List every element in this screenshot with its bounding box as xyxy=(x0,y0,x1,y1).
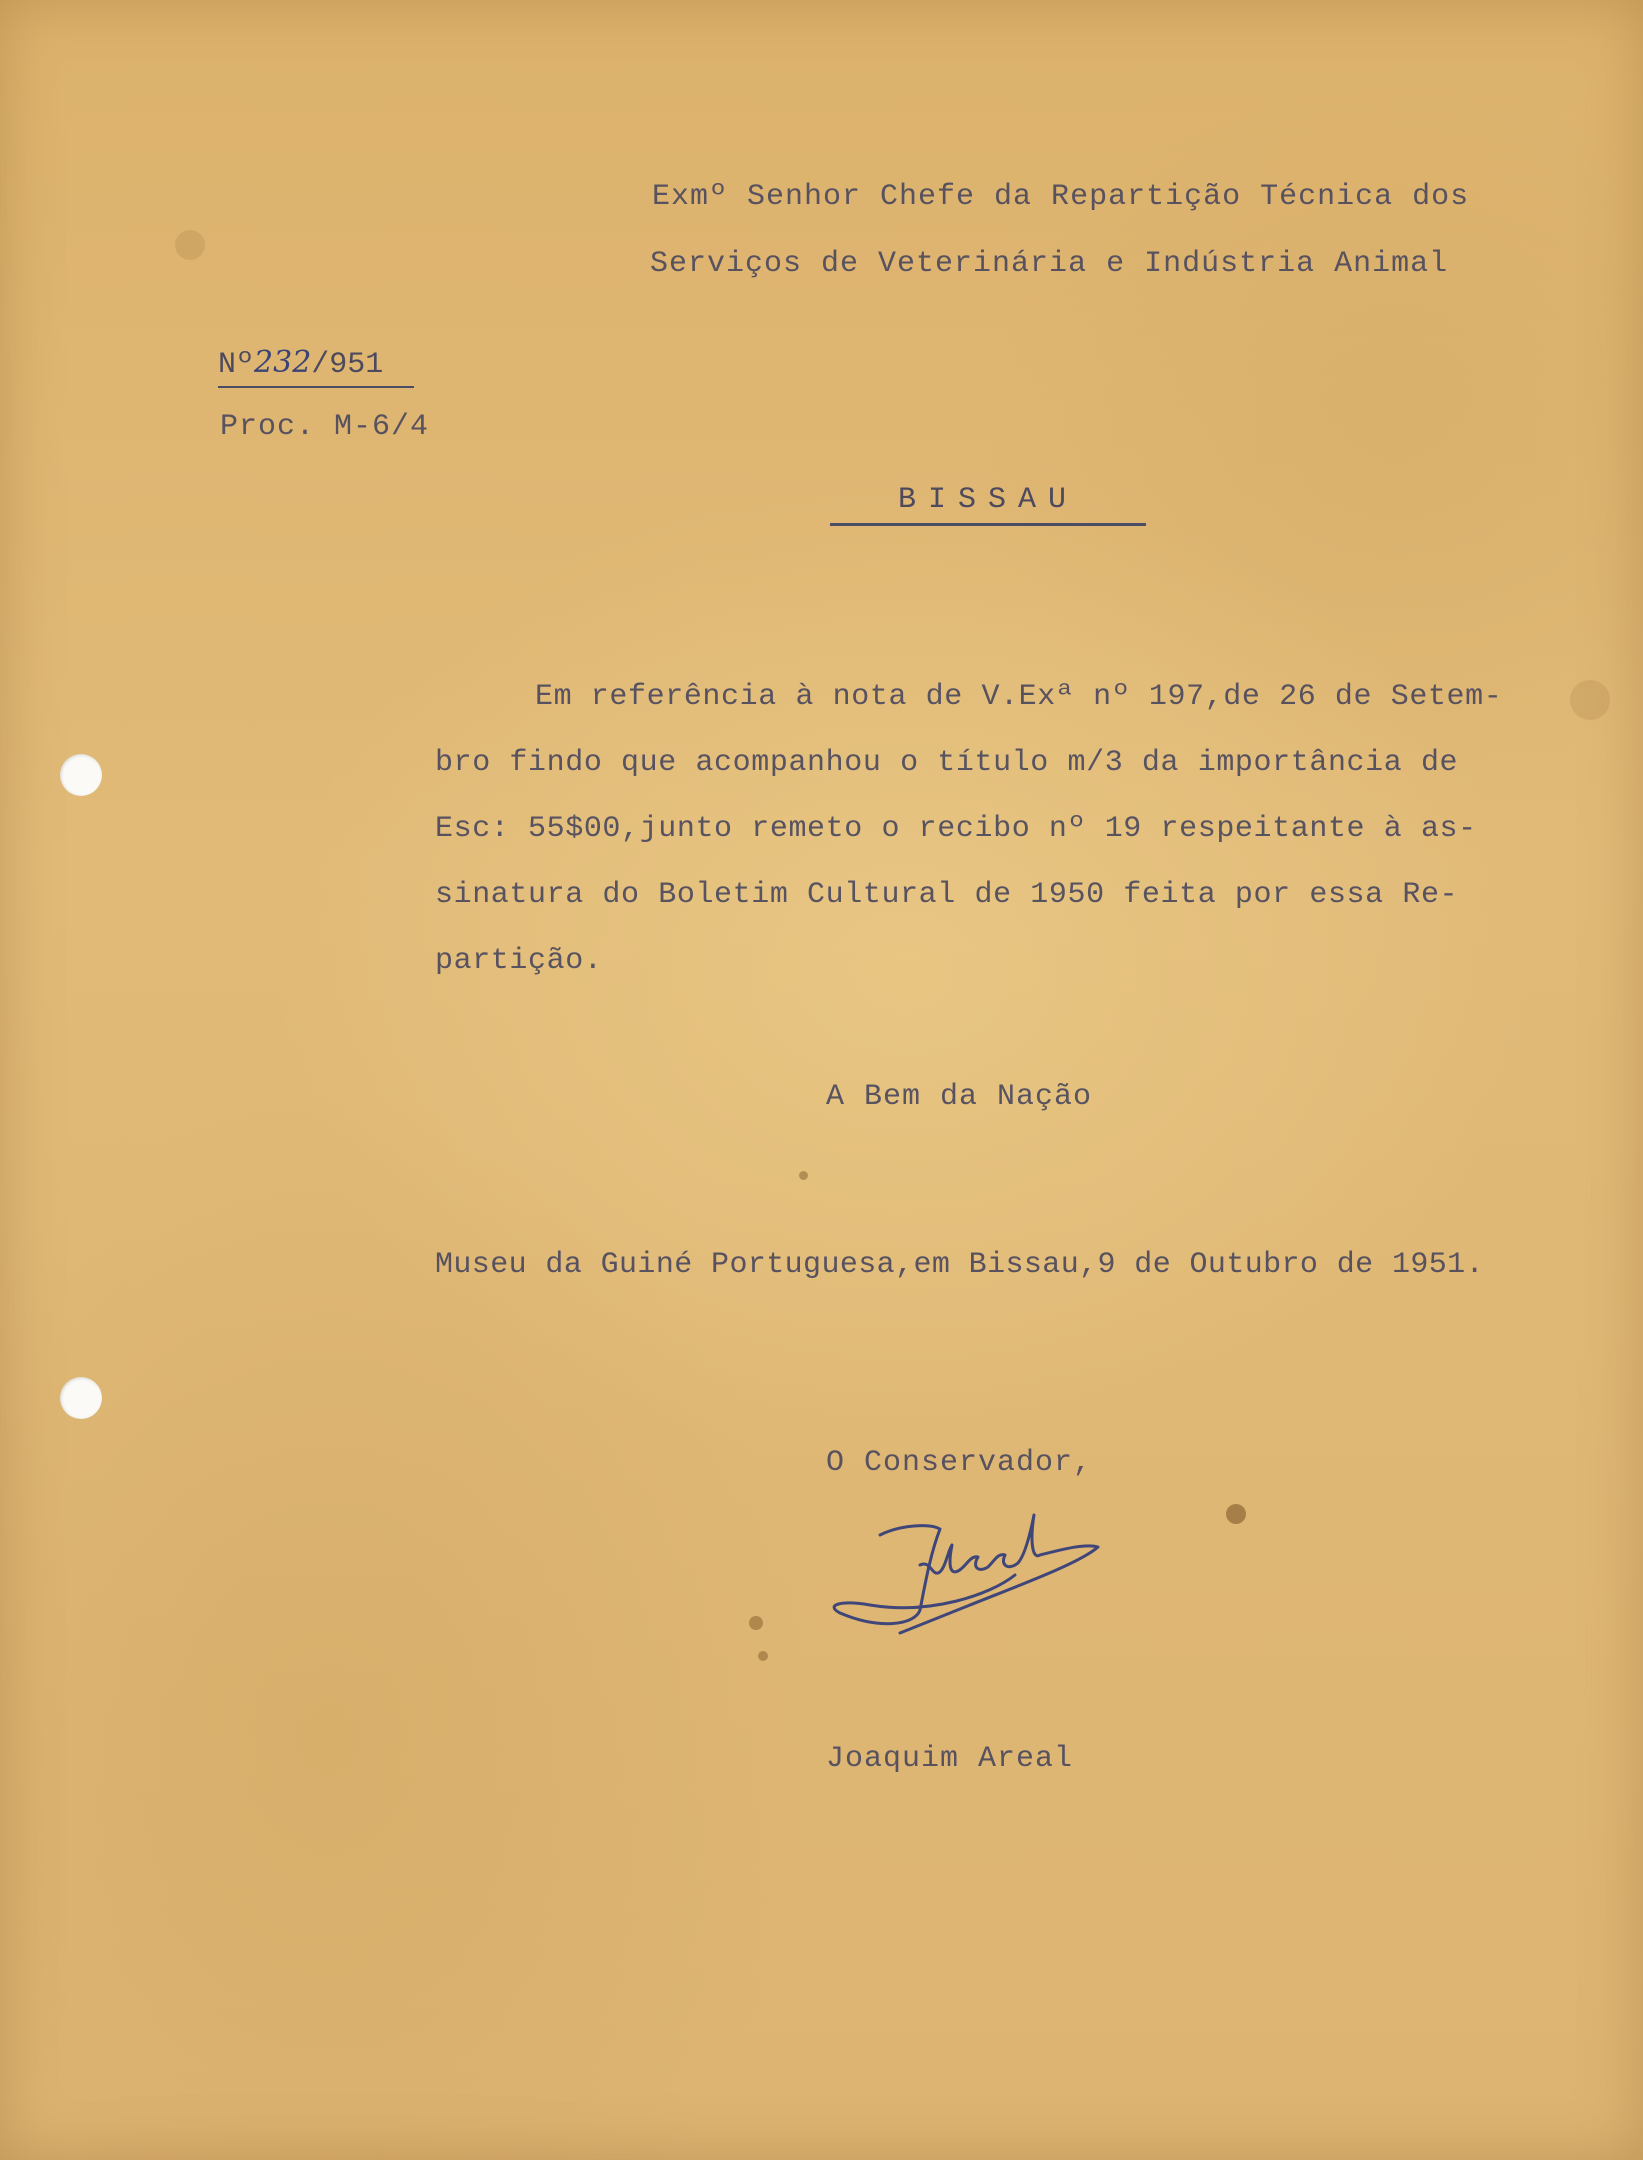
addressee-line-1: Exmº Senhor Chefe da Repartição Técnica dos xyxy=(652,180,1470,214)
body-line: Em referência à nota de V.Exª nº 197,de 26 de Setem- xyxy=(535,680,1503,714)
place-date: Museu da Guiné Portuguesa,em Bissau,9 de Outubro de 1951. xyxy=(435,1248,1484,1282)
punch-hole-top xyxy=(60,754,102,796)
body-line: bro findo que acompanhou o título m/3 da importância de xyxy=(435,746,1459,780)
handwritten-signature xyxy=(820,1505,1120,1665)
closing-salutation: A Bem da Nação xyxy=(826,1080,1093,1114)
reference-number-handwritten: 232 xyxy=(254,345,312,380)
body-line: sinatura do Boletim Cultural de 1950 feita por essa Re- xyxy=(435,878,1459,912)
body-line: Esc: 55$00,junto remeto o recibo nº 19 respeitante à as- xyxy=(435,812,1477,846)
addressee-line-2: Serviços de Veterinária e Indústria Animal xyxy=(650,247,1449,281)
stain-spot xyxy=(1226,1504,1246,1524)
punch-hole-bottom xyxy=(60,1377,102,1419)
reference-number-suffix: /951 xyxy=(311,348,384,382)
body-line: partição. xyxy=(435,944,603,978)
stain-spot xyxy=(749,1616,763,1630)
reference-number xyxy=(218,345,414,388)
signatory-role: O Conservador, xyxy=(826,1446,1093,1480)
signatory-name: Joaquim Areal xyxy=(826,1742,1074,1776)
destination-title: BISSAU xyxy=(830,483,1146,526)
stain-spot xyxy=(175,230,205,260)
stain-spot xyxy=(758,1651,768,1661)
process-number: Proc. M-6/4 xyxy=(220,410,430,444)
stain-spot xyxy=(799,1171,808,1180)
reference-number-prefix: Nº xyxy=(218,348,255,382)
